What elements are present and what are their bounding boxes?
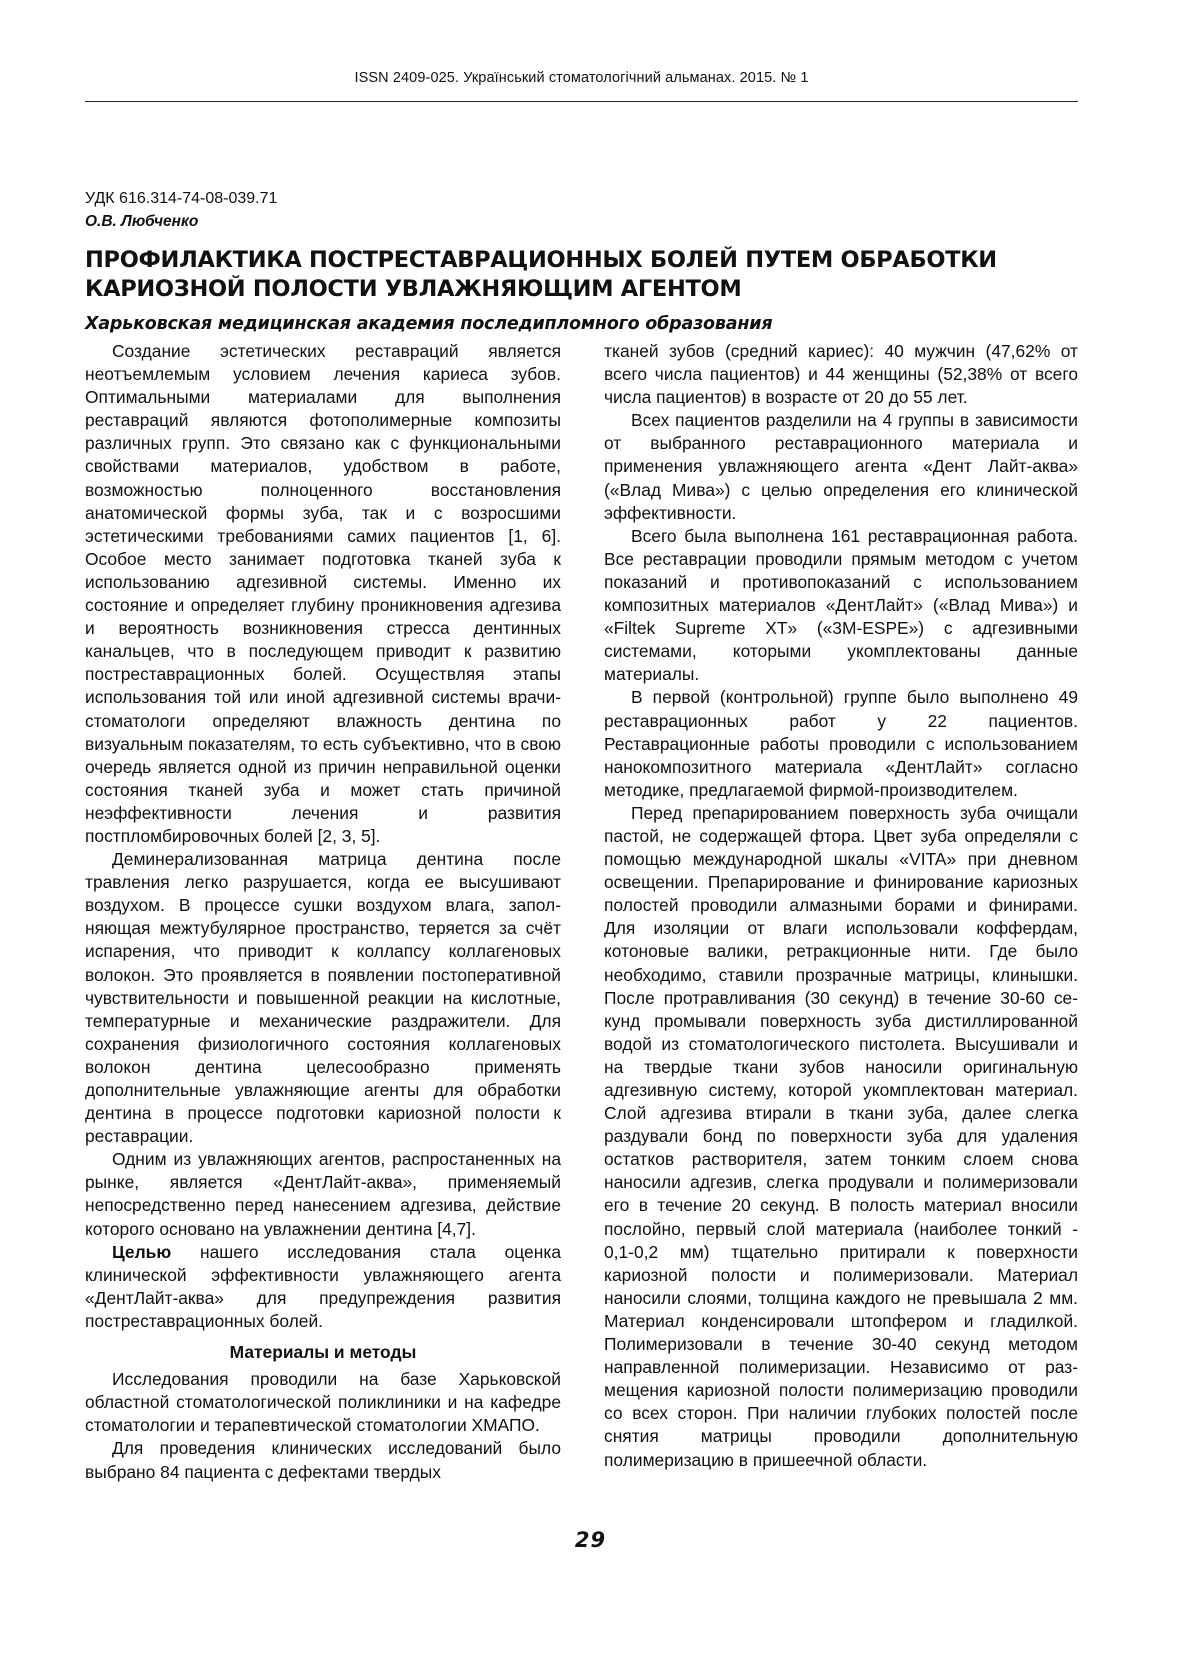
aim-text: нашего исследования стала оценка клинической эффективности увлажняющего агента «ДентЛайт-аква» для предупреждения развития постреставрационных болей. (85, 1241, 561, 1331)
paragraph: Исследования проводили на базе Харьковской областной стоматологической поликлиники и на кафедре стоматологии и терапевтической стоматологии ХМАПО. (85, 1369, 561, 1436)
section-heading-methods: Материалы и методы (229, 1342, 417, 1363)
paragraph: Всех пациентов разделили на 4 группы в зависимости от выбранного реставрационного материала и применения увлажняющего агента «Дент Лайт-аква» («Влад Мива») с целью определения его клинической эффективности. (604, 410, 1078, 523)
paragraph-aim (85, 1241, 561, 1333)
paragraph: Создание эстетических реставраций является неотъемлемым условием лечения кариеса зубов. Оптимальными материалами для выполнения реставраций являются фотополимерные композиты различных групп. Это связано как с функциональными свойствами материалов, удобством в работе, возможностью полноценного восстановления анатомической формы зуба, так и с возросшими эстетическими требованиями самих пациентов [1, 6]. Особое место занимает подготовка тканей зуба к использованию адгезивной системы. Именно их состояние и определяет глубину проникновения адгезива и вероятность возникновения стресса дентинных канальцев, что в последующем приводит к развитию постреставрационных болей. Осуществляя этапы использования той или иной адгезивной системы врачи-стоматологи определяют влажность дентина по визуальным показателям, то есть субъективно, что в свою очередь является одной из причин неправильной оценки состояния тканей зуба и может стать причиной неэффективности лечения и развития постпломбировочных болей [2, 3, 5]. (85, 341, 561, 846)
aim-keyword: Целью (112, 1241, 172, 1262)
paragraph: Для проведения клинических исследований было выбрано 84 пациента с дефектами твердых (85, 1438, 561, 1482)
udk-code: УДК 616.314-74-08-039.71 (85, 190, 278, 207)
paragraph: тканей зубов (средний кариес): 40 мужчин (47,62% от всего числа пациентов) и 44 женщины (52,38% от всего числа пациентов) в возрасте от 20 до 55 лет. (604, 341, 1078, 408)
article-title: ПРОФИЛАКТИКА ПОСТРЕСТАВРАЦИОННЫХ БОЛЕЙ ПУТЕМ ОБРАБОТКИ КАРИОЗНОЙ ПОЛОСТИ УВЛАЖНЯЮЩИМ АГЕНТОМ (85, 247, 997, 302)
right-column (604, 340, 1078, 1472)
left-column (85, 340, 561, 1484)
paragraph: Одним из увлажняющих агентов, распростаненных на рынке, является «ДентЛайт-аква», применяемый непосредственно перед нанесением адгезива, действие которого основано на увлажнении дентина [4,7]. (85, 1149, 561, 1239)
page-number: 29 (574, 1528, 607, 1552)
header-rule (85, 101, 1078, 102)
paragraph: Всего была выполнена 161 реставрационная работа. Все реставрации проводили прямым методом с учетом показаний и противопоказаний с использованием композитных материалов «ДентЛайт» («Влад Мива») и «Filtek Supreme XT» («3M-ESPE») с адгезивными системами, которыми укомплектованы данные материалы. (604, 525, 1078, 685)
running-header: ISSN 2409-025. Український стоматологічний альманах. 2015. № 1 (354, 70, 809, 86)
paragraph: В первой (контрольной) группе было выполнено 49 реставрационных работ у 22 пациентов. Реставрационные работы проводили с использованием нанокомпозитного материала «ДентЛайт» согласно методике, предлагаемой фирмой-производителем. (604, 687, 1078, 800)
paragraph: Деминерализованная матрица дентина после травления легко разрушается, когда ее высушивают воздухом. В процессе сушки воздухом влага, заполняющая межтубулярное пространство, теряется за счёт испарения, что приводит к коллапсу коллагеновых волокон. Это проявляется в появлении постоперативной чувствительности и повышенной реакции на кислотные, температурные и механические раздражители. Для сохранения физиологичного состояния коллагеновых волокон дентина целесообразно применять дополнительные увлажняющие агенты для обработки дентина в процессе подготовки кариозной полости к реставрации. (85, 849, 561, 1147)
author-name: О.В. Любченко (85, 213, 199, 230)
affiliation: Харьковская медицинская академия последипломного образования (85, 314, 773, 334)
paragraph: Перед препарированием поверхность зуба очищали пастой, не содержащей фтора. Цвет зуба определяли с помощью международной шкалы «VITA» при дневном освещении. Препарирование и финирование кариозных полостей проводили алмазными борами и финирами. Для изоляции от влаги использовали коффердам, котоновые валики, ретракционные нити. Где было необходимо, ставили прозрачные матрицы, клинышки. После протравливания (30 секунд) в течение 30-60 секунд промывали поверхность зуба дистиллированной водой из стоматологического пистолета. Высушивали и на твердые ткани зубов наносили оригинальную адгезивную систему, которой укомплектован материал. Слой адгезива втирали в ткани зуба, далее слегка раздували бонд по поверхности зуба для удаления остатков растворителя, затем тонким слоем снова наносили адгезив, слегка продували и полимеризовали его в течение 20 секунд. В полость материал вносили послойно, первый слой материала (наиболее тонкий - 0,1-0,2 мм) тщательно притирали к поверхности кариозной полости и полимеризовали. Материал наносили слоями, толщина каждого не превышала 2 мм. Материал конденсировали штопфером и гладилкой. Полимеризовали в течение 30-40 секунд методом направленной полимеризации. Независимо от размещения кариозной полости полимеризацию проводили со всех сторон. При наличии глубоких полостей после снятия матрицы проводили дополнительную полимеризацию в пришеечной области. (604, 802, 1078, 1470)
